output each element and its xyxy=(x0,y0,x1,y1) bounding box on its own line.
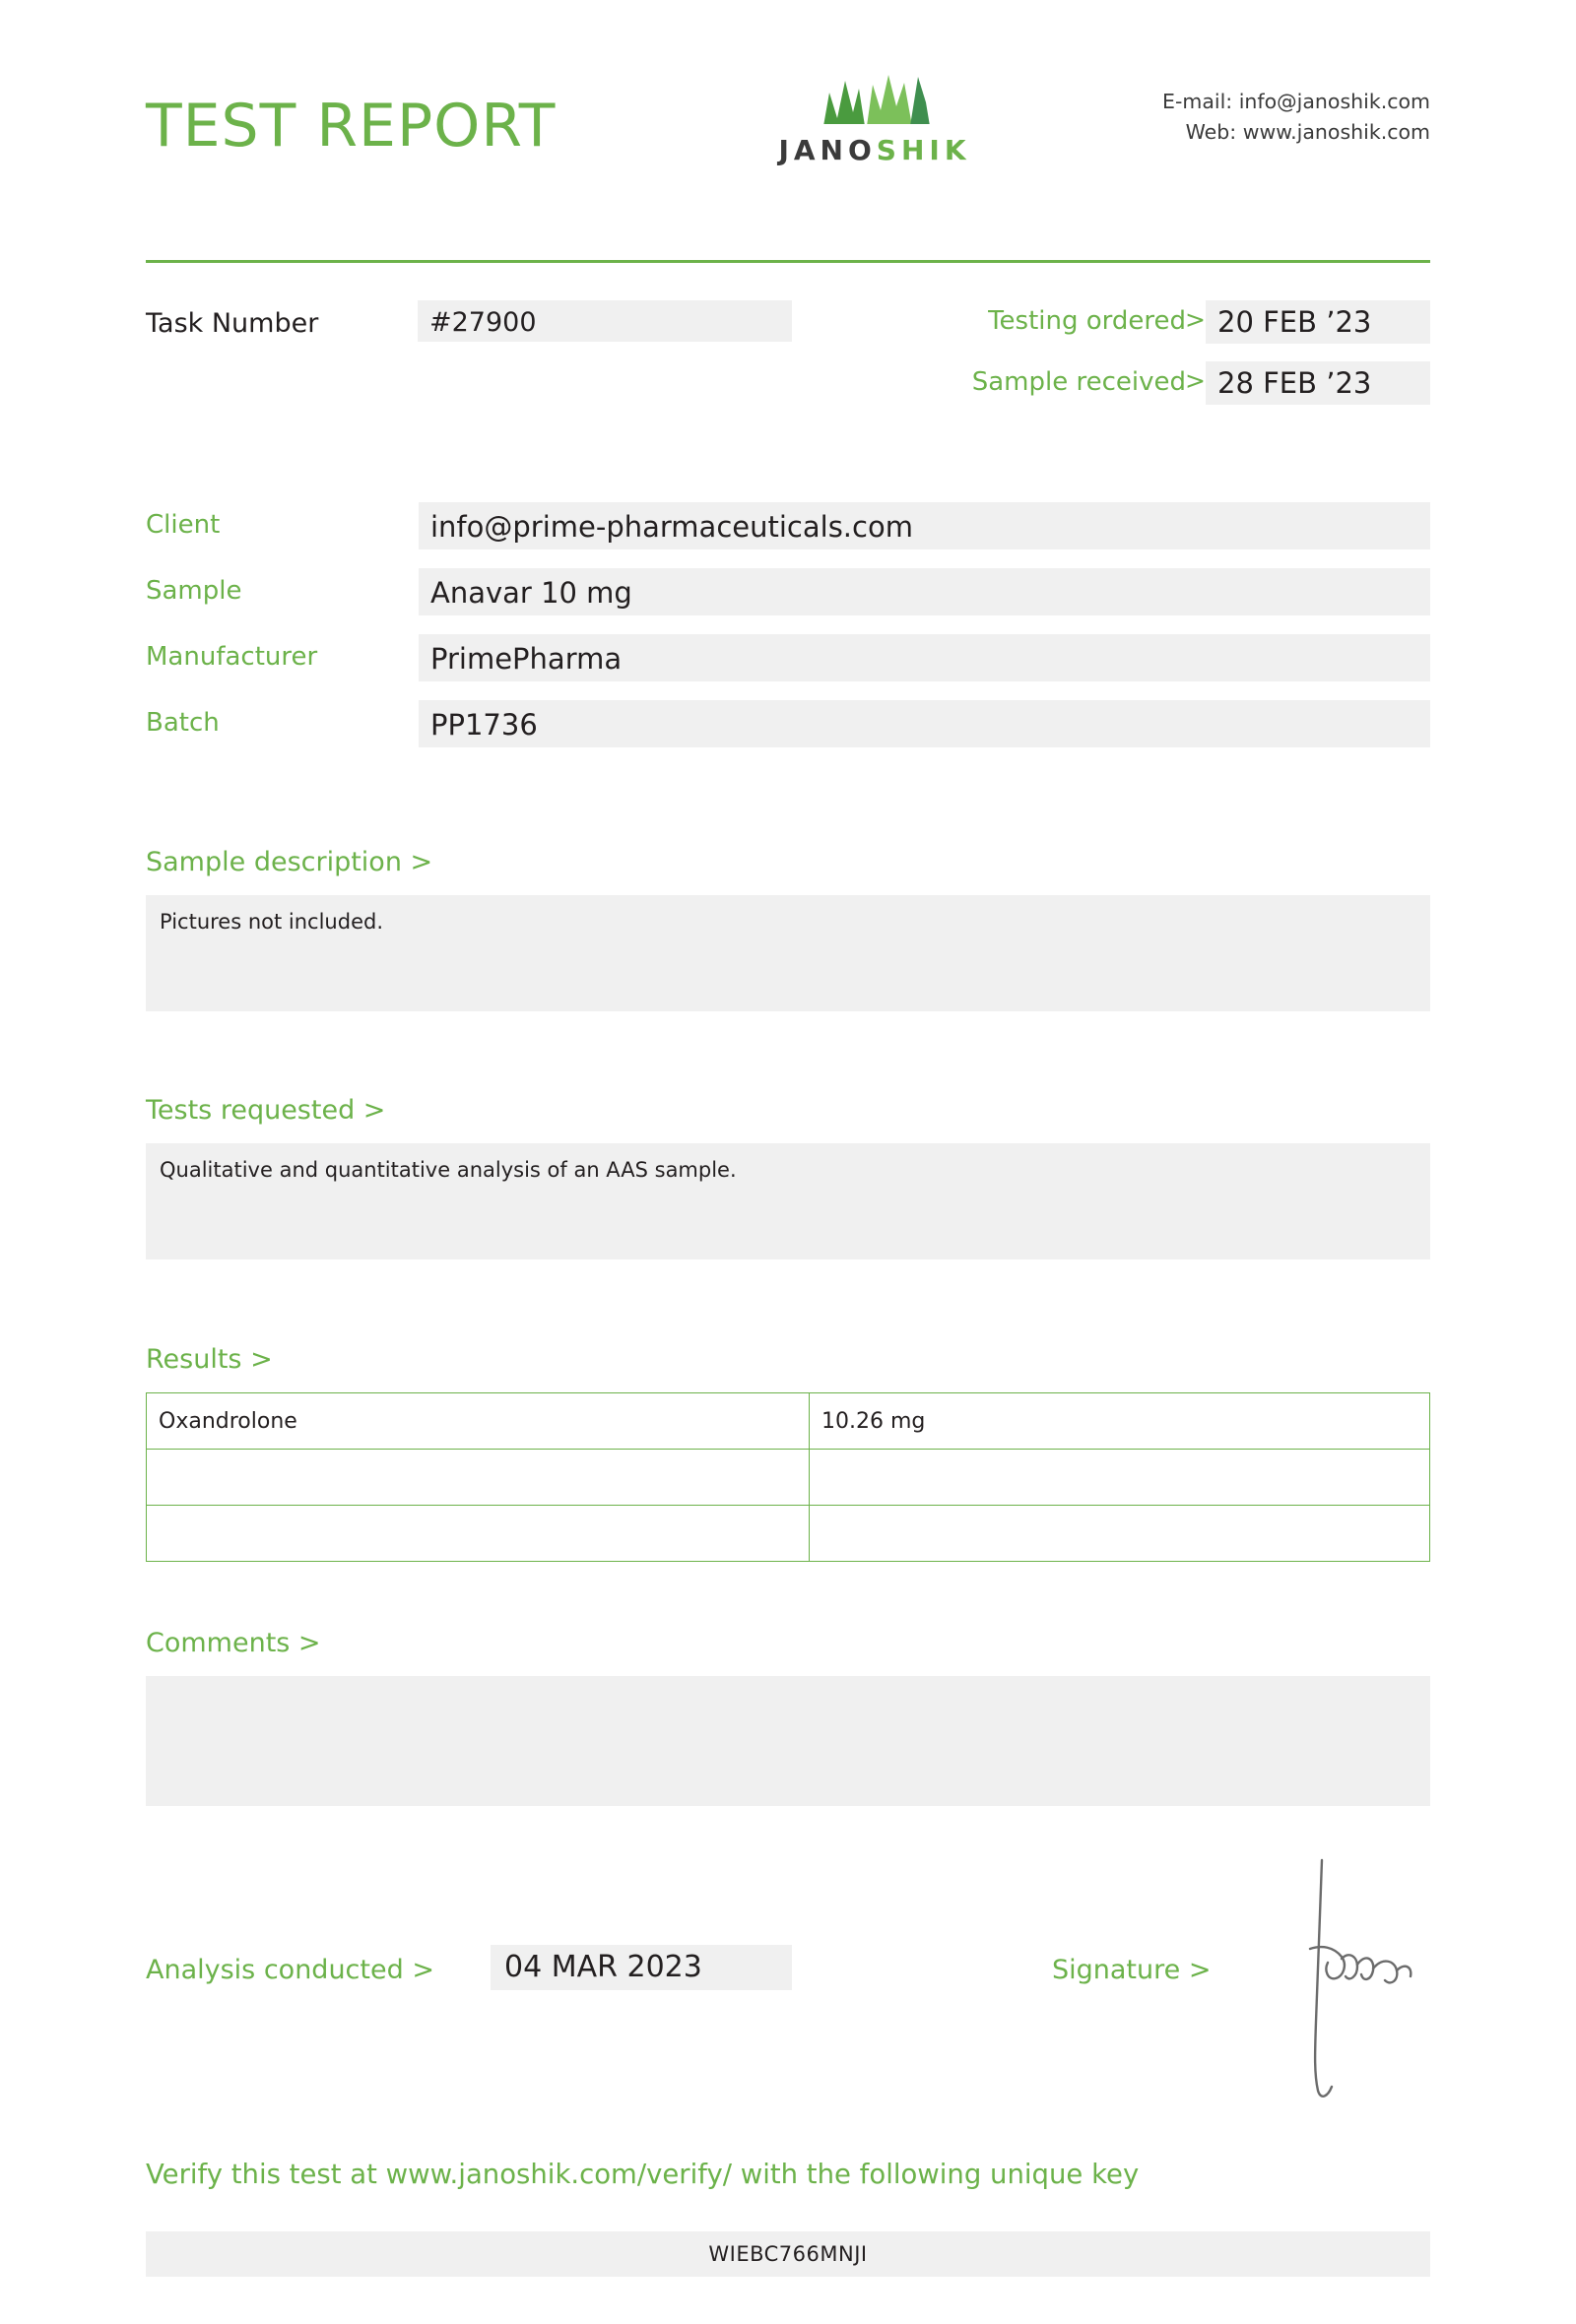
results-section xyxy=(146,1344,1430,1562)
contact-web: Web: www.janoshik.com xyxy=(1185,119,1430,144)
field-label-batch: Batch xyxy=(146,708,220,738)
sample-received-row xyxy=(879,361,1430,405)
table-row xyxy=(147,1393,1430,1450)
result-substance xyxy=(147,1450,810,1506)
tests-requested-text: Qualitative and quantitative analysis of an AAS sample. xyxy=(146,1143,1430,1259)
sample-received-value: 28 FEB ’23 xyxy=(1206,361,1430,405)
comments-section xyxy=(146,1628,1430,1806)
field-value-batch: PP1736 xyxy=(419,700,1430,747)
logo-wordmark-part2: SHIK xyxy=(876,134,971,166)
field-label-manufacturer: Manufacturer xyxy=(146,642,318,672)
signature-label: Signature > xyxy=(1052,1955,1212,1985)
unique-key-value: WIEBC766MNJI xyxy=(146,2231,1430,2277)
testing-ordered-label: Testing ordered xyxy=(988,306,1186,336)
field-value-manufacturer: PrimePharma xyxy=(419,634,1430,681)
analysis-conducted-label: Analysis conducted > xyxy=(146,1955,434,1985)
analysis-conducted-date: 04 MAR 2023 xyxy=(491,1945,792,1990)
result-substance: Oxandrolone xyxy=(147,1393,810,1450)
testing-ordered-row xyxy=(879,300,1430,344)
results-heading: Results > xyxy=(146,1344,273,1375)
tests-requested-section xyxy=(146,1095,1430,1259)
task-number-label: Task Number xyxy=(146,308,319,339)
field-row-batch xyxy=(146,700,1430,766)
analysis-signature-row xyxy=(146,1945,1430,2014)
sample-description-text: Pictures not included. xyxy=(146,895,1430,1011)
chevron-right-icon: > xyxy=(1185,305,1206,334)
tests-requested-heading: Tests requested > xyxy=(146,1095,386,1126)
result-amount xyxy=(810,1450,1430,1506)
contact-block xyxy=(1162,87,1430,148)
mountain-peaks-icon xyxy=(747,67,1003,128)
logo-wordmark xyxy=(747,134,1003,166)
page-title: TEST REPORT xyxy=(146,92,557,161)
task-and-dates xyxy=(146,300,1430,409)
table-row xyxy=(147,1506,1430,1562)
header-divider xyxy=(146,260,1430,263)
sample-description-heading: Sample description > xyxy=(146,847,433,877)
verify-text: Verify this test at www.janoshik.com/verify/ with the following unique key xyxy=(146,2159,1140,2190)
results-table xyxy=(146,1392,1430,1562)
field-value-client: info@prime-pharmaceuticals.com xyxy=(419,502,1430,549)
field-label-sample: Sample xyxy=(146,576,242,606)
field-value-sample: Anavar 10 mg xyxy=(419,568,1430,615)
sample-info-fields xyxy=(146,502,1430,766)
logo-wordmark-part1: JANO xyxy=(778,134,877,166)
sample-description-section xyxy=(146,847,1430,1011)
janoshik-logo xyxy=(747,67,1003,166)
comments-text xyxy=(146,1676,1430,1806)
testing-ordered-value: 20 FEB ’23 xyxy=(1206,300,1430,344)
report-header xyxy=(146,0,1430,212)
field-label-client: Client xyxy=(146,510,221,540)
contact-email: E-mail: info@janoshik.com xyxy=(1162,90,1430,113)
chevron-right-icon: > xyxy=(1185,366,1206,395)
comments-heading: Comments > xyxy=(146,1628,321,1658)
field-row-sample xyxy=(146,568,1430,634)
sample-received-label: Sample received xyxy=(971,367,1186,397)
result-amount xyxy=(810,1506,1430,1562)
task-number-value: #27900 xyxy=(418,300,792,342)
handwritten-signature-icon xyxy=(1288,1854,1485,2100)
field-row-client xyxy=(146,502,1430,568)
result-amount: 10.26 mg xyxy=(810,1393,1430,1450)
table-row xyxy=(147,1450,1430,1506)
field-row-manufacturer xyxy=(146,634,1430,700)
result-substance xyxy=(147,1506,810,1562)
